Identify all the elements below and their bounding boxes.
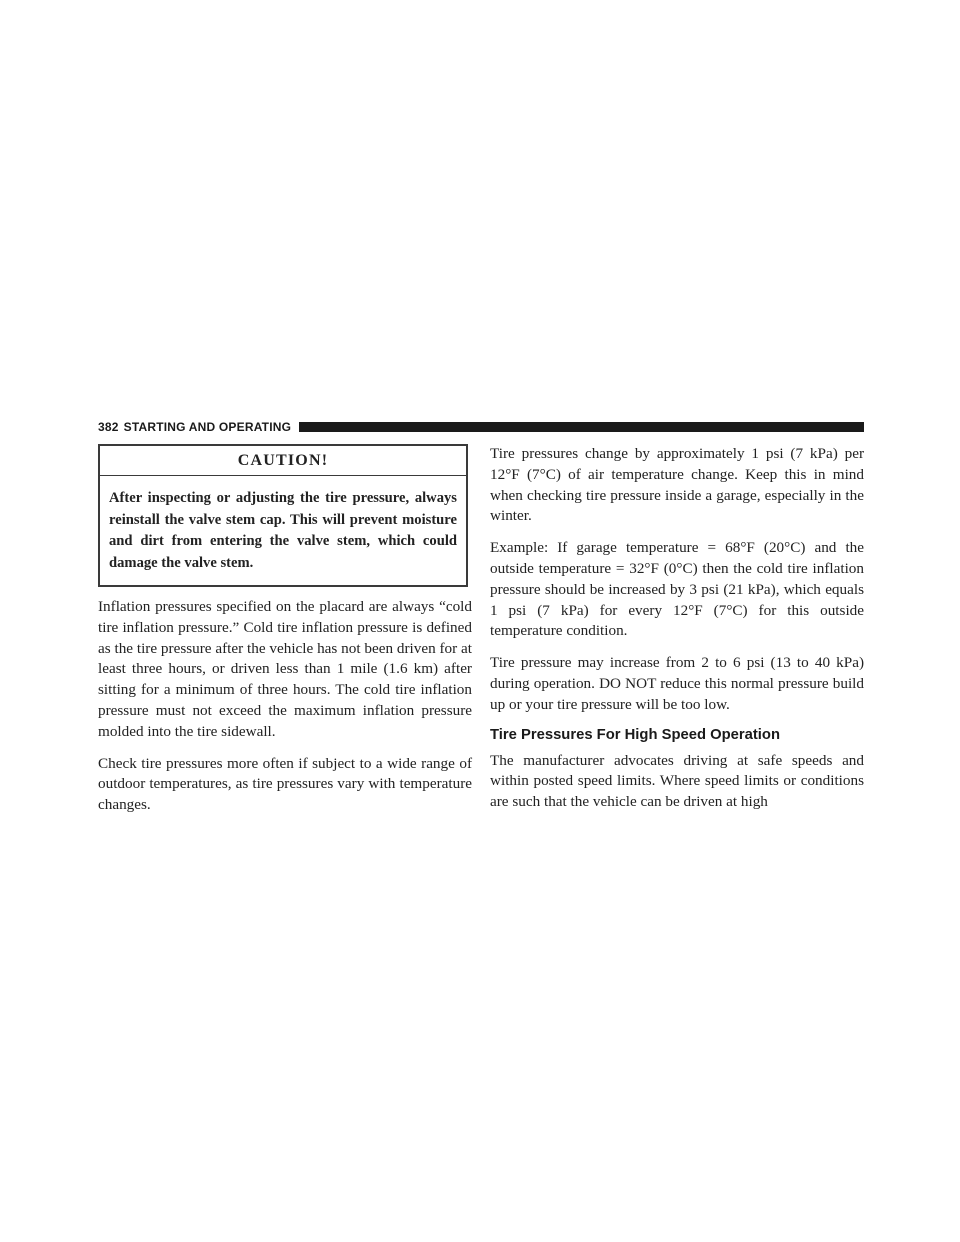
paragraph-pressure-increase: Tire pressure may increase from 2 to 6 psi (13 to 40 kPa) during operation. DO NOT reduce this normal pressure build up or your tire pressure will be too low. xyxy=(490,654,864,713)
left-column xyxy=(98,444,472,827)
section-title: STARTING AND OPERATING xyxy=(123,420,292,434)
caution-title: CAUTION! xyxy=(100,446,466,476)
paragraph-check-often: Check tire pressures more often if subject to a wide range of outdoor temperatures, as tire pressures vary with temperature changes. xyxy=(98,754,472,814)
page-number: 382 xyxy=(98,420,119,434)
right-column xyxy=(490,444,864,824)
paragraph-cold-inflation: Inflation pressures specified on the placard are always “cold tire inflation pressure.” Cold tire inflation pressure is defined as the tire pressure after the vehicle has not been driven for at least three hours, or driven less than 1 mile (1.6 km) after sitting for a minimum of three hours. The cold tire inflation pressure must not exceed the maximum inflation pressure molded into the tire sidewall. xyxy=(98,598,472,740)
caution-box xyxy=(98,444,468,587)
paragraph-pressure-change: Tire pressures change by approximately 1 psi (7 kPa) per 12°F (7°C) of air temperature change. Keep this in mind when checking tire pressure inside a garage, especially in the winter. xyxy=(490,445,864,525)
subheading-high-speed: Tire Pressures For High Speed Operation xyxy=(490,726,780,743)
paragraph-manufacturer: The manufacturer advocates driving at safe speeds and within posted speed limits. Where speed limits or conditions are such that the vehicle can be driven at high xyxy=(490,751,864,811)
header-rule xyxy=(299,422,864,432)
caution-text: After inspecting or adjusting the tire pressure, always reinstall the valve stem cap. This will prevent moisture and dirt from entering the valve stem, which could damage the valve stem. xyxy=(109,490,457,571)
page-header xyxy=(98,418,864,436)
paragraph-example: Example: If garage temperature = 68°F (20°C) and the outside temperature = 32°F (0°C) then the cold tire inflation pressure should be increased by 3 psi (21 kPa), which equals 1 psi (7 kPa) for every 12°F (7°C) for this outside temperature condition. xyxy=(490,539,864,640)
